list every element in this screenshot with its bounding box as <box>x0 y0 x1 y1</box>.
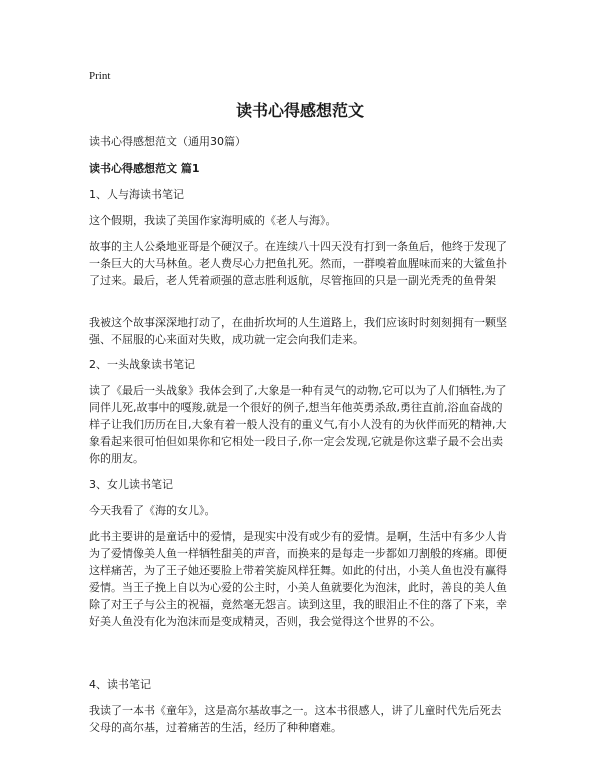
paragraph: 故事的主人公桑地亚哥是个硬汉子。在连续八十四天没有打到一条鱼后，他终于发现了一条巨大的大马林鱼。老人费尽心力把鱼扎死。然而，一群嗅着血腥味而来的大鲨鱼扑了过来。最后，老人凭着顽强的意志胜利返航，尽管拖回的只是一副光秃秃的鱼骨架 <box>89 240 507 287</box>
item-heading: 1、人与海读书笔记 <box>89 188 184 201</box>
print-label: Print <box>89 70 111 82</box>
paragraph: 读了《最后一头战象》我体会到了,大象是一种有灵气的动物,它可以为了人们牺牲,为了同伴儿死,故事中的嘎羧,就是一个很好的例子,想当年他英勇杀敌,勇往直前,浴血奋战的样子让我们历历在目,大象有着一般人没有的重义气,有小人没有的为伙伴而死的精神,大象看起来很可怕但如果你和它相处一段日子,你一定会发现,它就是你这辈子最不会出卖你的朋友。 <box>89 384 507 465</box>
item-heading: 2、一头战象读书笔记 <box>89 358 195 371</box>
paragraph: 此书主要讲的是童话中的爱情，是现实中没有或少有的爱情。是啊，生活中有多少人肯为了爱情像美人鱼一样牺牲甜美的声音，而换来的是每走一步都如刀割般的疼痛。即便这样痛苦，为了王子她还要脸上带着笑旋风样狂舞。如此的付出，小美人鱼也没有赢得爱情。当王子挽上自以为心爱的公主时，小美人鱼就要化为泡沫，此时，善良的美人鱼除了对王子与公主的祝福，竟然毫无怨言。读到这里，我的眼泪止不住的落了下来，幸好美人鱼没有化为泡沫而是变成精灵，否则，我会觉得这个世界的不公。 <box>89 530 507 628</box>
paragraph: 这个假期，我读了美国作家海明威的《老人与海》。 <box>89 214 337 227</box>
paragraph: 我读了一本书《童年》，这是高尔基故事之一。这本书很感人，讲了儿童时代先后死去父母的高尔基，过着痛苦的生活，经历了种种磨难。 <box>89 704 502 734</box>
item-heading: 4、读书笔记 <box>89 678 151 691</box>
paragraph: 我被这个故事深深地打动了，在曲折坎坷的人生道路上，我们应该时时刻刻拥有一颗坚强、不屈服的心来面对失败，成功就一定会向我们走来。 <box>89 316 507 346</box>
document-subtitle: 读书心得感想范文（通用30篇） <box>89 135 246 148</box>
item-heading: 3、女儿读书笔记 <box>89 478 173 491</box>
paragraph: 今天我看了《海的女儿》。 <box>89 504 216 517</box>
page-title: 读书心得感想范文 <box>235 101 364 120</box>
section-heading: 读书心得感想范文 篇1 <box>89 162 200 175</box>
